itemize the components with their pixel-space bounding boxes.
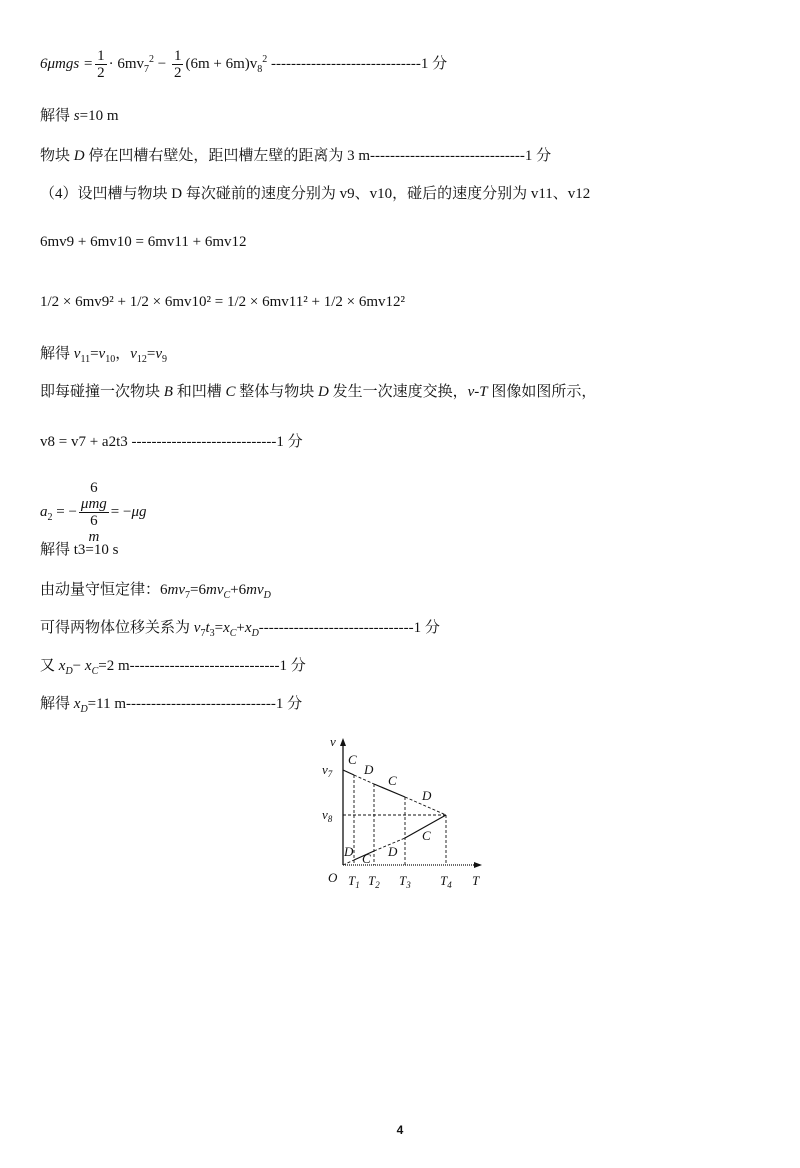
equation-energy: 6μmgs = $\frac{1}{2}$ · $6mv_7^2$ − $\frac{1}{2}$ $(6m + 6m)v_8^2$ ------------------------------1 分 — [40, 48, 448, 81]
v-axis-label: v — [330, 734, 336, 749]
segment-label: D — [422, 788, 432, 803]
result-s: 解得 s=10 m — [40, 108, 119, 124]
segment-label: C — [422, 828, 431, 843]
text-line: 由动量守恒定律：$6mv_7=6mv_C+6mv_D$ — [40, 582, 271, 601]
t-axis-label: T — [472, 873, 480, 888]
text-line-part4: （4）设凹槽与物块 D 每次碰前的速度分别为 v9、v10，碰后的速度分别为 v11、v12 — [40, 186, 591, 202]
segment-label: C — [348, 752, 357, 767]
segment-label: C — [362, 851, 371, 866]
segment-label: C — [388, 773, 397, 788]
eq-term-2: (6m + 6m)v — [185, 55, 258, 72]
origin-label: O — [328, 870, 338, 885]
text-line: 解得 $x_D=11$ m------------------------------1 分 — [40, 696, 303, 715]
text-line: 即每碰撞一次物块 B 和凹槽 C 整体与物块 D 发生一次速度交换，v-T 图像如图所示， — [40, 384, 597, 400]
text-line: 解得 $v_{11}=v_{10}$，$v_{12}=v_9$ — [40, 346, 168, 365]
result-t3: 解得 t3=10 s — [40, 542, 119, 558]
page-number: 4 — [396, 1123, 404, 1137]
eq-term-1: · 6mv — [108, 55, 144, 72]
segment-label: D — [364, 762, 374, 777]
t1-label: $T_1$ — [348, 873, 360, 890]
text-line: 物块 D 停在凹槽右壁处，距凹槽左壁的距离为 3 m-------------------------------1 分 — [40, 148, 552, 164]
v8-label: $v_8$ — [322, 807, 333, 824]
equation-a2: $a_2$ = − 6 μmg 6 m = −μg — [40, 480, 147, 545]
equation-momentum: 6mv9 + 6mv10 = 6mv11 + 6mv12 — [40, 234, 247, 250]
text-line: 又 $x_D- x_C=2$ m------------------------------1 分 — [40, 658, 306, 677]
v-t-graph — [310, 730, 490, 892]
eq-lhs: 6μmgs = — [40, 55, 94, 72]
v7-label: $v_7$ — [322, 762, 333, 779]
equation-v8: v8 = v7 + a2t3 -----------------------------1 分 — [40, 434, 303, 450]
t2-label: $T_2$ — [368, 873, 380, 890]
segment-label: D — [388, 844, 398, 859]
equation-energy-2: 1/2 × 6mv9² + 1/2 × 6mv10² = 1/2 × 6mv11² + 1/2 × 6mv12² — [40, 294, 405, 310]
t3-label: $T_3$ — [399, 873, 411, 890]
segment-label: D — [344, 844, 354, 859]
t4-label: $T_4$ — [440, 873, 452, 890]
text-line: 可得两物体位移关系为 $v_7t_3=x_C+x_D-------------------------------1$ 分 — [40, 620, 440, 639]
